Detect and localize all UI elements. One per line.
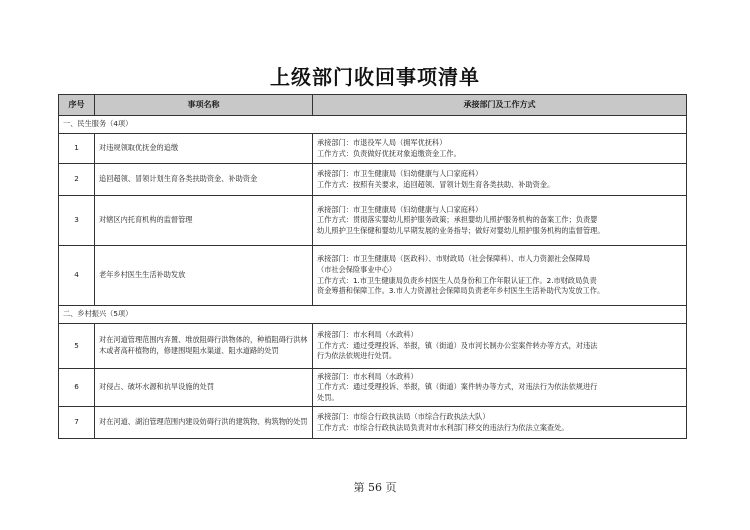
- dept-line: 承接部门：市卫生健康局（医政科）、市财政局（社会保障科）、市人力资源社会保障局: [317, 254, 591, 264]
- dept-line: 工作方式：贯彻落实婴幼儿照护服务政策；承担婴幼儿照护服务机构的备案工作；负责婴: [317, 215, 598, 225]
- row-seq: 3: [59, 196, 95, 246]
- dept-line: 承接部门：市综合行政执法局（市综合行政执法大队）: [317, 411, 490, 421]
- dept-line: 行为依法依规进行处罚。: [317, 351, 397, 361]
- header-name: 事项名称: [95, 95, 313, 116]
- dept-line: 承接部门：市水利局（水政科）: [317, 330, 418, 340]
- dept-line: 承接部门：市水利局（水政科）: [317, 371, 418, 381]
- row-dept: [313, 246, 687, 306]
- items-table: [58, 94, 687, 439]
- row-seq: 7: [59, 407, 95, 439]
- dept-line: 工作方式：通过受理投诉、举报，镇（街道）案件转办等方式，对违法行为依法依规进行: [317, 382, 598, 392]
- row-name: 对违规领取优抚金的追缴: [95, 134, 313, 164]
- table-row: [59, 164, 687, 196]
- dept-line: 处罚。: [317, 392, 339, 402]
- section-title: 二、乡村振兴（5项）: [59, 306, 687, 324]
- row-name: 对在河道管理范围内弃置、堆放阻碍行洪物体的，种植阻碍行洪林木或者高秆植物的，修建围堤阻水渠道、阻水道路的处罚: [95, 324, 313, 369]
- section-title: 一、民生服务（4项）: [59, 116, 687, 134]
- row-dept: [313, 164, 687, 196]
- row-seq: 6: [59, 369, 95, 407]
- table-row: [59, 369, 687, 407]
- dept-line: 工作方式：按照有关要求，追回超领、冒领计划生育各类扶助、补助资金。: [317, 179, 555, 189]
- table-row: [59, 407, 687, 439]
- row-name: 追回超领、冒领计划生育各类扶助资金、补助资金: [95, 164, 313, 196]
- dept-line: 资金筹措和保障工作。3.市人力资源社会保障局负责老年乡村医生生活补助代为发放工作。: [317, 286, 605, 296]
- dept-line: 承接部门：市卫生健康局（妇幼健康与人口家庭科）: [317, 168, 483, 178]
- header-dept: 承接部门及工作方式: [313, 95, 687, 116]
- row-seq: 1: [59, 134, 95, 164]
- dept-line: 工作方式：1.市卫生健康局负责乡村医生人员身份和工作年限认证工作。2.市财政局负责: [317, 275, 597, 285]
- row-seq: 2: [59, 164, 95, 196]
- dept-line: 工作方式：负责做好优抚对象追缴资金工作。: [317, 148, 461, 158]
- row-name: 老年乡村医生生活补助发放: [95, 246, 313, 306]
- row-seq: 5: [59, 324, 95, 369]
- dept-line: 工作方式：通过受理投诉、举报，镇（街道）及市河长制办公室案件转办等方式，对违法: [317, 340, 598, 350]
- dept-line: （市社会保险事业中心）: [317, 264, 397, 274]
- row-name: 对在河道、湖泊管理范围内建设妨碍行洪的建筑物、构筑物的处罚: [95, 407, 313, 439]
- section-row: [59, 306, 687, 324]
- row-name: 对侵占、破坏水源和抗旱设施的处罚: [95, 369, 313, 407]
- section-row: [59, 116, 687, 134]
- table-row: [59, 196, 687, 246]
- row-dept: [313, 134, 687, 164]
- dept-line: 承接部门：市卫生健康局（妇幼健康与人口家庭科）: [317, 204, 483, 214]
- row-dept: [313, 407, 687, 439]
- table-row: [59, 134, 687, 164]
- table-row: [59, 246, 687, 306]
- header-seq: 序号: [59, 95, 95, 116]
- row-dept: [313, 369, 687, 407]
- table-row: [59, 324, 687, 369]
- dept-line: 工作方式：市综合行政执法局负责对市水利部门移交的违法行为依法立案查处。: [317, 422, 569, 432]
- page-number: 第 56 页: [353, 481, 397, 494]
- row-dept: [313, 324, 687, 369]
- page-title: 上级部门收回事项清单: [270, 65, 480, 89]
- row-seq: 4: [59, 246, 95, 306]
- table-header-row: [59, 95, 687, 116]
- dept-line: 承接部门：市退役军人局（拥军优抚科）: [317, 137, 447, 147]
- dept-line: 幼儿照护卫生保健和婴幼儿早期发展的业务指导；做好对婴幼儿照护服务机构的监督管理。: [317, 225, 605, 235]
- row-dept: [313, 196, 687, 246]
- row-name: 对辖区内托育机构的监督管理: [95, 196, 313, 246]
